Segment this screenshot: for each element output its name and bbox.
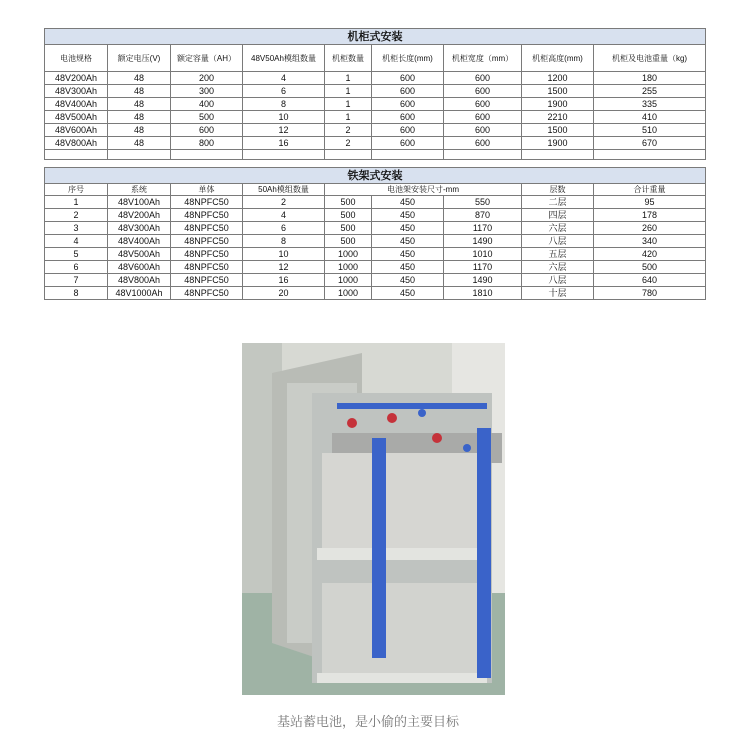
table-cell: 500: [594, 261, 706, 274]
table-cell: 600: [372, 111, 444, 124]
table-cell: 48NPFC50: [171, 235, 243, 248]
table-cell: 335: [594, 98, 706, 111]
table-cell: 1: [45, 196, 108, 209]
table-cell: 600: [444, 111, 522, 124]
photo-caption: 基站蓄电池，是小偷的主要目标: [276, 714, 459, 729]
table-cell: 600: [444, 72, 522, 85]
col-header: 额定电压(V): [108, 45, 171, 72]
table-cell: 600: [372, 85, 444, 98]
table-cell: 6: [243, 222, 325, 235]
table-cell: 6: [45, 261, 108, 274]
table-cell: 1490: [444, 235, 522, 248]
table-cell: 六层: [522, 261, 594, 274]
table-cell: 1170: [444, 261, 522, 274]
table-cell: 4: [45, 235, 108, 248]
table-cell: 450: [372, 248, 444, 261]
table-cell: 600: [444, 85, 522, 98]
table-cell: 48NPFC50: [171, 209, 243, 222]
table-cell: 1170: [444, 222, 522, 235]
table-cell: 48NPFC50: [171, 287, 243, 300]
table-cell: 600: [372, 137, 444, 150]
table-cell: 7: [45, 274, 108, 287]
table-cell: 670: [594, 137, 706, 150]
table-cell: 48V800Ah: [108, 274, 171, 287]
table-cell: 12: [243, 261, 325, 274]
table-cell: 2: [243, 196, 325, 209]
table-cell: 1: [325, 98, 372, 111]
table-cell: 450: [372, 222, 444, 235]
table-cell: 48: [108, 85, 171, 98]
col-header: 单体: [171, 184, 243, 196]
table-cell: 1000: [325, 261, 372, 274]
table-cell: 20: [243, 287, 325, 300]
table-cell: 48V400Ah: [108, 235, 171, 248]
table-cell: 48V100Ah: [108, 196, 171, 209]
table-cell: 5: [45, 248, 108, 261]
col-header: 机柜长度(mm): [372, 45, 444, 72]
col-header: 电池架安装尺寸-mm: [325, 184, 522, 196]
table-cell: 780: [594, 287, 706, 300]
table-row: [45, 85, 706, 98]
table-cell: 48V600Ah: [108, 261, 171, 274]
table-cell: 10: [243, 248, 325, 261]
col-header: 机柜及电池重量（kg): [594, 45, 706, 72]
table-cell: 600: [444, 124, 522, 137]
table-cell: 48: [108, 124, 171, 137]
col-header: 机柜宽度（mm）: [444, 45, 522, 72]
table-cell: 1010: [444, 248, 522, 261]
table-row: [45, 209, 706, 222]
table-cell: 48V500Ah: [108, 248, 171, 261]
col-header: 合计重量: [594, 184, 706, 196]
battery-rack-photo: [242, 343, 505, 695]
table-cell: 2: [325, 137, 372, 150]
table-row: [45, 235, 706, 248]
cabinet-table-title: 机柜式安装: [45, 29, 706, 45]
table-cell: 600: [372, 124, 444, 137]
table-cell: 4: [243, 72, 325, 85]
table-cell: 1500: [522, 124, 594, 137]
table-cell: 6: [243, 85, 325, 98]
table-cell: 200: [171, 72, 243, 85]
table-cell: 8: [243, 98, 325, 111]
table-row: [45, 196, 706, 209]
table-cell: 420: [594, 248, 706, 261]
table-cell: 1: [325, 85, 372, 98]
table-cell: 48NPFC50: [171, 261, 243, 274]
table-cell: 450: [372, 209, 444, 222]
table-cell: 600: [444, 137, 522, 150]
table-cell: 1900: [522, 137, 594, 150]
table-row: [45, 261, 706, 274]
rack-table-title: 铁架式安装: [45, 168, 706, 184]
table-cell: 48NPFC50: [171, 196, 243, 209]
col-header: 系统: [108, 184, 171, 196]
table-cell: 48V400Ah: [45, 98, 108, 111]
table-cell: 600: [444, 98, 522, 111]
col-header: 48V50Ah模组数量: [243, 45, 325, 72]
table-cell: 500: [325, 209, 372, 222]
table-cell: 3: [45, 222, 108, 235]
table-cell: 十层: [522, 287, 594, 300]
table-cell: 1200: [522, 72, 594, 85]
table-cell: 260: [594, 222, 706, 235]
table-cell: 1000: [325, 248, 372, 261]
table-cell: 48V200Ah: [45, 72, 108, 85]
col-header: 机柜数量: [325, 45, 372, 72]
table-cell: 16: [243, 274, 325, 287]
table-cell: 二层: [522, 196, 594, 209]
table-cell: 510: [594, 124, 706, 137]
table-cell: 450: [372, 287, 444, 300]
col-header: 额定容量（AH）: [171, 45, 243, 72]
table-cell: 48: [108, 72, 171, 85]
table-cell: 450: [372, 196, 444, 209]
table-cell: 500: [325, 222, 372, 235]
table-cell: 300: [171, 85, 243, 98]
table-cell: 48V300Ah: [45, 85, 108, 98]
table-cell: 1490: [444, 274, 522, 287]
table-cell: 410: [594, 111, 706, 124]
table-cell: 2210: [522, 111, 594, 124]
table-cell: 640: [594, 274, 706, 287]
table-cell: 4: [243, 209, 325, 222]
table-cell: 48NPFC50: [171, 274, 243, 287]
table-cell: 16: [243, 137, 325, 150]
table-cell: 8: [243, 235, 325, 248]
table-row: [45, 274, 706, 287]
battery-rack-illustration: [242, 343, 505, 695]
col-header: 机柜高度(mm): [522, 45, 594, 72]
table-cell: 1810: [444, 287, 522, 300]
table-cell: 八层: [522, 274, 594, 287]
col-header: 序号: [45, 184, 108, 196]
table-cell: 180: [594, 72, 706, 85]
table-row: [45, 137, 706, 150]
table-cell: 1000: [325, 274, 372, 287]
table-cell: 48: [108, 111, 171, 124]
table-cell: 600: [372, 98, 444, 111]
table-cell: 八层: [522, 235, 594, 248]
col-header: 电池规格: [45, 45, 108, 72]
table-cell: 五层: [522, 248, 594, 261]
table-cell: 550: [444, 196, 522, 209]
table-cell: 1500: [522, 85, 594, 98]
table-cell: 1: [325, 111, 372, 124]
table-cell: 六层: [522, 222, 594, 235]
table-cell: 四层: [522, 209, 594, 222]
table-cell: 48: [108, 137, 171, 150]
cabinet-install-table: [44, 28, 706, 160]
col-header: 层数: [522, 184, 594, 196]
table-cell: 10: [243, 111, 325, 124]
table-cell: 1000: [325, 287, 372, 300]
table-cell: 48V600Ah: [45, 124, 108, 137]
table-cell: 600: [171, 124, 243, 137]
table-cell: 48NPFC50: [171, 222, 243, 235]
table-cell: 1: [325, 72, 372, 85]
table-row: [45, 111, 706, 124]
table-cell: 48V300Ah: [108, 222, 171, 235]
col-header: 50Ah模组数量: [243, 184, 325, 196]
table-cell: 400: [171, 98, 243, 111]
table-cell: 450: [372, 274, 444, 287]
rack-install-table: [44, 167, 706, 300]
table-cell: 48: [108, 98, 171, 111]
table-row: [45, 124, 706, 137]
table-row: [45, 98, 706, 111]
table-row: [45, 222, 706, 235]
table-cell: 48V1000Ah: [108, 287, 171, 300]
table-cell: 2: [45, 209, 108, 222]
table-cell: 600: [372, 72, 444, 85]
table-cell: 870: [444, 209, 522, 222]
table-cell: 178: [594, 209, 706, 222]
table-cell: 1900: [522, 98, 594, 111]
table-row: [45, 248, 706, 261]
table-cell: 450: [372, 235, 444, 248]
table-cell: 450: [372, 261, 444, 274]
table-cell: 800: [171, 137, 243, 150]
table-cell: 12: [243, 124, 325, 137]
table-cell: 255: [594, 85, 706, 98]
table-row: [45, 287, 706, 300]
table-cell: 48V500Ah: [45, 111, 108, 124]
table-row: [45, 72, 706, 85]
table-cell: 500: [325, 235, 372, 248]
table-cell: 500: [171, 111, 243, 124]
table-cell: 48NPFC50: [171, 248, 243, 261]
table-cell: 48V200Ah: [108, 209, 171, 222]
table-cell: 95: [594, 196, 706, 209]
table-cell: 2: [325, 124, 372, 137]
table-cell: 340: [594, 235, 706, 248]
table-cell: 500: [325, 196, 372, 209]
table-cell: 48V800Ah: [45, 137, 108, 150]
table-cell: 8: [45, 287, 108, 300]
